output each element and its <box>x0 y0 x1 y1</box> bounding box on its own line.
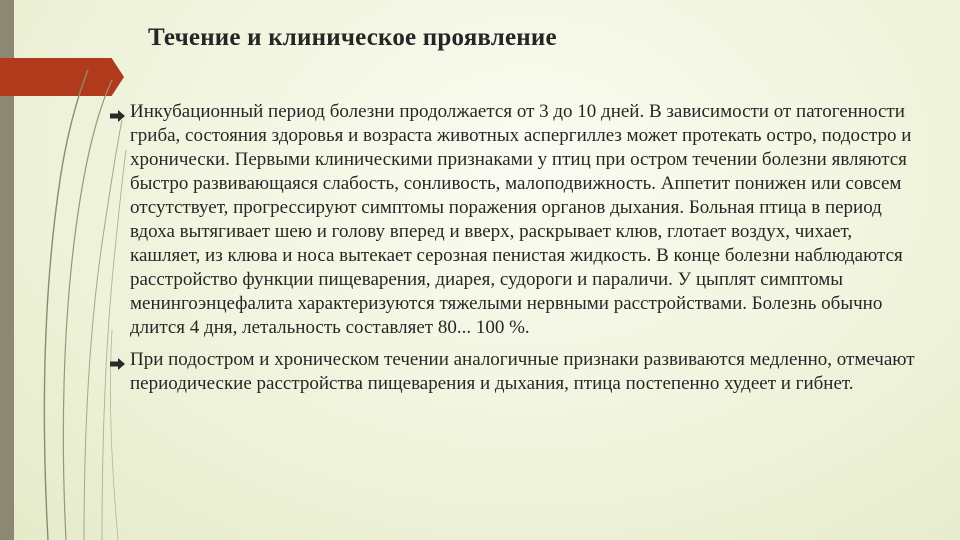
bullet-text: Инкубационный период болезни продолжается от 3 до 10 дней. В зависимости от патогенности гриба, состояния здоровья и возраста животных аспергиллез может протекать остро, подостро и хронически. Первыми клиническими признаками у птиц при остром течении болезни являются быстро развивающаяся слабость, сонливость, малоподвижность. Аппетит понижен или совсем отсутствует, прогрессируют симптомы поражения органов дыхания. Больная птица в период вдоха вытягивает шею и голову вперед и вверх, раскрывает клюв, глотает воздух, чихает, кашляет, из клюва и носа вытекает серозная пенистая жидкость. В конце болезни наблюдаются расстройство функции пищеварения, диарея, судороги и параличи. У цыплят симптомы менингоэнцефалита характеризуются тяжелыми нервными расстройствами. Болезнь обычно длится 4 дня, летальность составляет 80... 100 %. <box>130 101 912 338</box>
bullet-item <box>110 348 925 396</box>
title-accent-shape <box>0 58 124 96</box>
arrow-bullet-icon <box>110 105 125 117</box>
slide-title: Течение и клиническое проявление <box>148 24 557 51</box>
bullet-text: При подостром и хроническом течении аналогичные признаки развиваются медленно, отмечают периодические расстройства пищеварения и дыхания, птица постепенно худеет и гибнет. <box>130 349 915 394</box>
bullet-list <box>110 100 925 404</box>
bullet-item <box>110 100 925 340</box>
arrow-bullet-icon <box>110 353 125 365</box>
